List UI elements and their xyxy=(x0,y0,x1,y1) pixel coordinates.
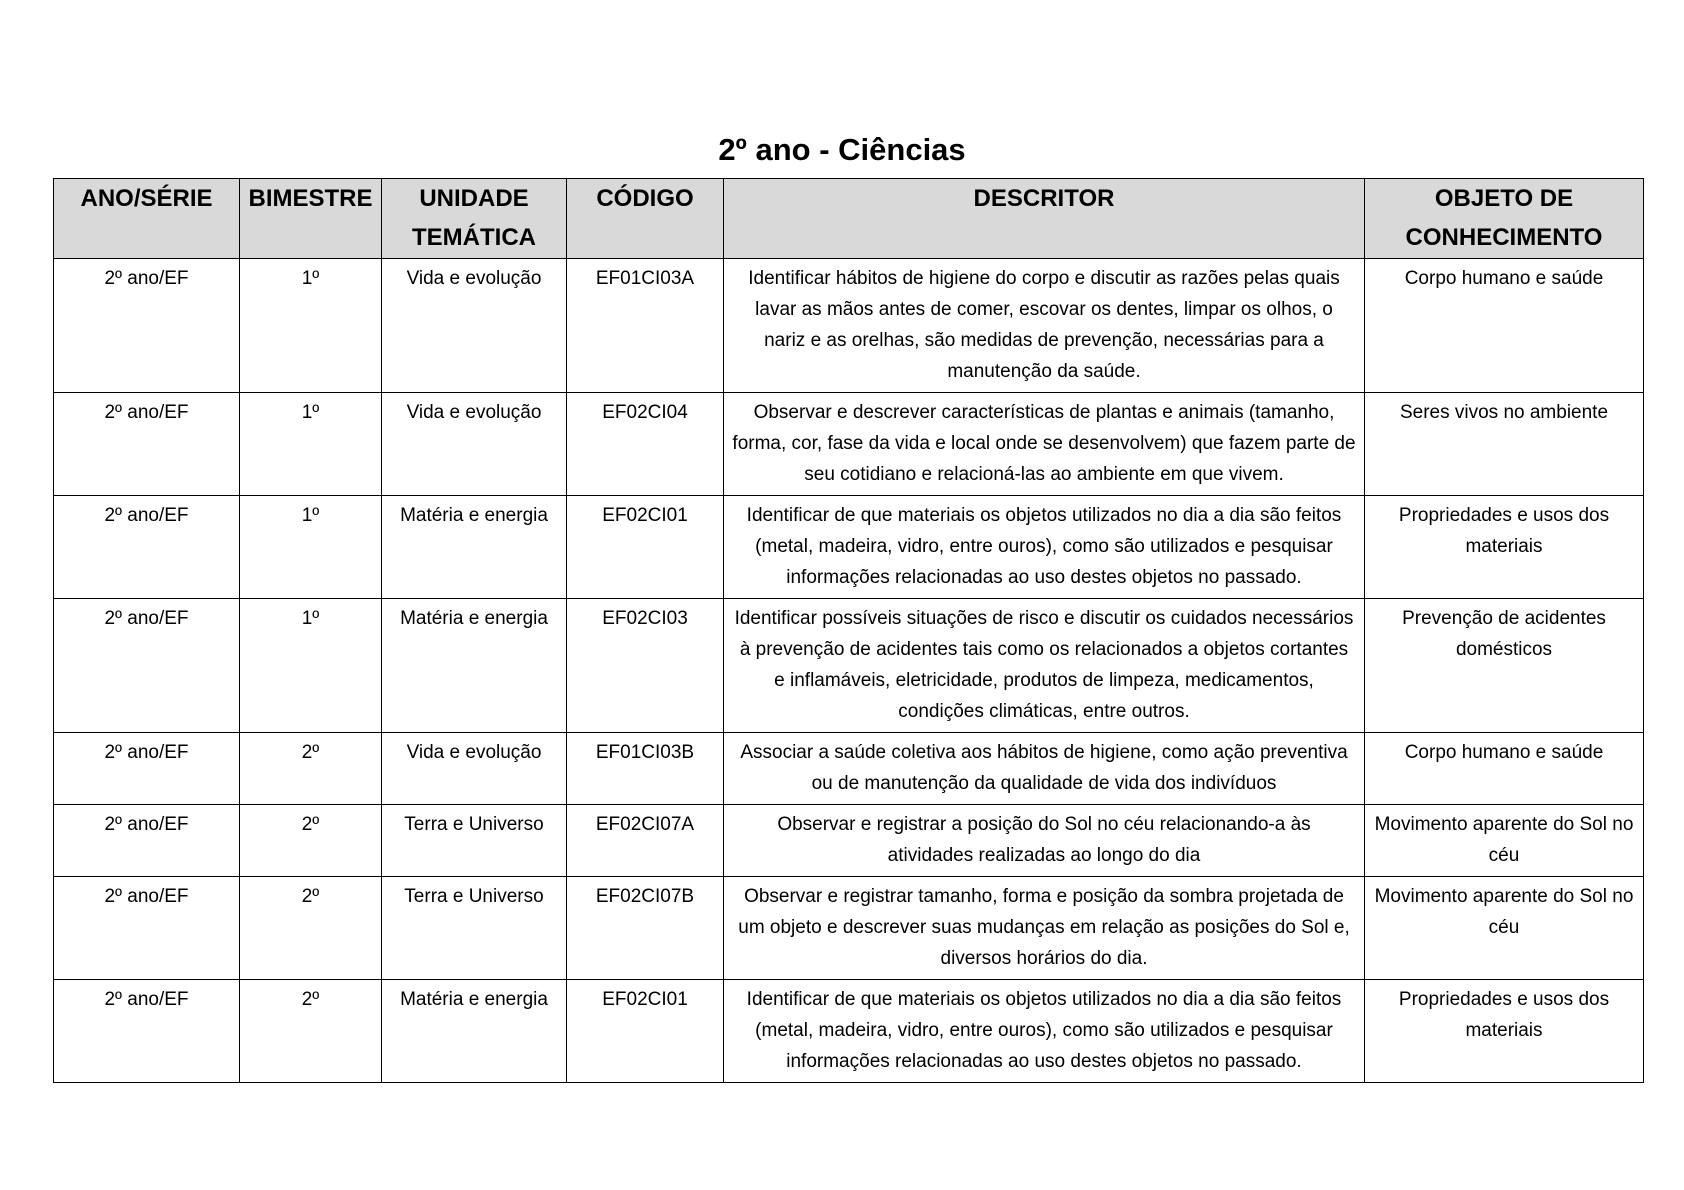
cell-unidade-tematica: Vida e evolução xyxy=(382,733,567,805)
cell-bimestre: 2º xyxy=(240,980,382,1083)
cell-descritor: Observar e registrar a posição do Sol no céu relacionando-a às atividades realizadas ao longo do dia xyxy=(724,805,1365,877)
cell-objeto-conhecimento: Corpo humano e saúde xyxy=(1365,259,1644,393)
page-title: 2º ano - Ciências xyxy=(718,132,966,167)
header-row xyxy=(54,179,1644,259)
cell-ano-serie: 2º ano/EF xyxy=(54,733,240,805)
cell-descritor: Identificar hábitos de higiene do corpo e discutir as razões pelas quais lavar as mãos antes de comer, escovar os dentes, limpar os olhos, o nariz e as orelhas, são medidas de prevenção, necessárias para a manutenção da saúde. xyxy=(724,259,1365,393)
cell-codigo: EF02CI01 xyxy=(567,980,724,1083)
cell-ano-serie: 2º ano/EF xyxy=(54,599,240,733)
cell-ano-serie: 2º ano/EF xyxy=(54,805,240,877)
curriculum-table xyxy=(53,178,1644,1083)
table-row xyxy=(54,599,1644,733)
cell-bimestre: 1º xyxy=(240,259,382,393)
cell-unidade-tematica: Matéria e energia xyxy=(382,599,567,733)
cell-objeto-conhecimento: Seres vivos no ambiente xyxy=(1365,393,1644,496)
header-descritor: DESCRITOR xyxy=(724,179,1365,259)
cell-objeto-conhecimento: Movimento aparente do Sol no céu xyxy=(1365,805,1644,877)
cell-descritor: Observar e registrar tamanho, forma e posição da sombra projetada de um objeto e descrever suas mudanças em relação as posições do Sol e, diversos horários do dia. xyxy=(724,877,1365,980)
cell-codigo: EF02CI03 xyxy=(567,599,724,733)
header-unidade-tematica: UNIDADE TEMÁTICA xyxy=(382,179,567,259)
cell-bimestre: 2º xyxy=(240,877,382,980)
table-row xyxy=(54,733,1644,805)
cell-bimestre: 1º xyxy=(240,599,382,733)
cell-ano-serie: 2º ano/EF xyxy=(54,877,240,980)
cell-codigo: EF02CI07B xyxy=(567,877,724,980)
table-row xyxy=(54,393,1644,496)
cell-bimestre: 1º xyxy=(240,496,382,599)
cell-codigo: EF01CI03A xyxy=(567,259,724,393)
cell-descritor: Identificar de que materiais os objetos utilizados no dia a dia são feitos (metal, madeira, vidro, entre ouros), como são utilizados e pesquisar informações relacionadas ao uso destes objetos no passado. xyxy=(724,980,1365,1083)
cell-objeto-conhecimento: Movimento aparente do Sol no céu xyxy=(1365,877,1644,980)
header-bimestre: BIMESTRE xyxy=(240,179,382,259)
cell-unidade-tematica: Vida e evolução xyxy=(382,393,567,496)
cell-objeto-conhecimento: Prevenção de acidentes domésticos xyxy=(1365,599,1644,733)
cell-codigo: EF02CI07A xyxy=(567,805,724,877)
cell-unidade-tematica: Matéria e energia xyxy=(382,496,567,599)
cell-codigo: EF02CI04 xyxy=(567,393,724,496)
cell-objeto-conhecimento: Propriedades e usos dos materiais xyxy=(1365,980,1644,1083)
cell-unidade-tematica: Vida e evolução xyxy=(382,259,567,393)
header-objeto-conhecimento: OBJETO DE CONHECIMENTO xyxy=(1365,179,1644,259)
header-ano-serie: ANO/SÉRIE xyxy=(54,179,240,259)
header-codigo: CÓDIGO xyxy=(567,179,724,259)
cell-objeto-conhecimento: Corpo humano e saúde xyxy=(1365,733,1644,805)
cell-ano-serie: 2º ano/EF xyxy=(54,393,240,496)
table-row xyxy=(54,805,1644,877)
table-row xyxy=(54,980,1644,1083)
table-row xyxy=(54,259,1644,393)
table-row xyxy=(54,877,1644,980)
cell-bimestre: 2º xyxy=(240,733,382,805)
cell-codigo: EF01CI03B xyxy=(567,733,724,805)
cell-ano-serie: 2º ano/EF xyxy=(54,259,240,393)
cell-descritor: Observar e descrever características de plantas e animais (tamanho, forma, cor, fase da vida e local onde se desenvolvem) que fazem parte de seu cotidiano e relacioná-las ao ambiente em que vivem. xyxy=(724,393,1365,496)
cell-unidade-tematica: Terra e Universo xyxy=(382,805,567,877)
cell-descritor: Identificar de que materiais os objetos utilizados no dia a dia são feitos (metal, madeira, vidro, entre ouros), como são utilizados e pesquisar informações relacionadas ao uso destes objetos no passado. xyxy=(724,496,1365,599)
table-row xyxy=(54,496,1644,599)
cell-ano-serie: 2º ano/EF xyxy=(54,496,240,599)
cell-ano-serie: 2º ano/EF xyxy=(54,980,240,1083)
cell-descritor: Associar a saúde coletiva aos hábitos de higiene, como ação preventiva ou de manutenção da qualidade de vida dos indivíduos xyxy=(724,733,1365,805)
cell-bimestre: 2º xyxy=(240,805,382,877)
cell-objeto-conhecimento: Propriedades e usos dos materiais xyxy=(1365,496,1644,599)
cell-unidade-tematica: Terra e Universo xyxy=(382,877,567,980)
cell-codigo: EF02CI01 xyxy=(567,496,724,599)
cell-bimestre: 1º xyxy=(240,393,382,496)
cell-descritor: Identificar possíveis situações de risco e discutir os cuidados necessários à prevenção de acidentes tais como os relacionados a objetos cortantes e inflamáveis, eletricidade, produtos de limpeza, medicamentos, condições climáticas, entre outros. xyxy=(724,599,1365,733)
cell-unidade-tematica: Matéria e energia xyxy=(382,980,567,1083)
